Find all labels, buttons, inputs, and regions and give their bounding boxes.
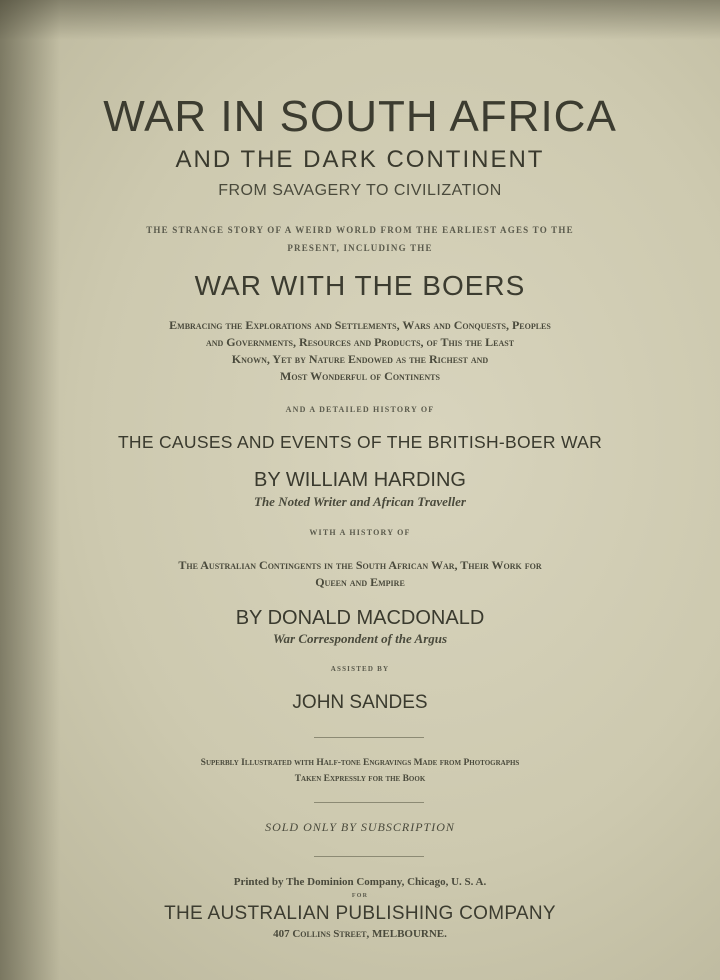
embracing-line-2: and Governments, Resources and Products, of This the Least <box>205 335 515 349</box>
author-3-name: JOHN SANDES <box>292 692 428 713</box>
divider-3 <box>314 856 424 857</box>
subtitle: AND THE DARK CONTINENT <box>175 146 545 173</box>
page-shadow-top <box>0 0 720 40</box>
boers-heading: WAR WITH THE BOERS <box>194 270 526 301</box>
divider-2 <box>314 802 424 803</box>
australian-line-1: The Australian Contingents in the South African War, Their Work for <box>178 558 542 572</box>
divider-1 <box>314 737 424 738</box>
author-2-description: War Correspondent of the Argus <box>272 631 448 646</box>
embracing-line-4: Most Wonderful of Continents <box>280 369 440 383</box>
author-2-name: BY DONALD MACDONALD <box>235 607 485 629</box>
embracing-line-1: Embracing the Explorations and Settlements, Wars and Conquests, Peoples <box>169 318 551 332</box>
strange-story-line-2: PRESENT, INCLUDING THE <box>287 243 433 253</box>
for-label: FOR <box>351 893 369 899</box>
publisher-address: 407 Collins Street, MELBOURNE. <box>273 928 447 940</box>
causes-heading: THE CAUSES AND EVENTS OF THE BRITISH-BOER WAR <box>117 432 603 452</box>
illustrated-line-2: Taken Expressly for the Book <box>294 774 426 784</box>
australian-line-2: Queen and Empire <box>315 575 405 589</box>
with-history-label: WITH A HISTORY OF <box>309 528 411 537</box>
embracing-line-3: Known, Yet by Nature Endowed as the Richest and <box>231 352 489 366</box>
author-1-description: The Noted Writer and African Traveller <box>254 494 466 509</box>
tagline: FROM SAVAGERY TO CIVILIZATION <box>218 182 502 199</box>
main-title: WAR IN SOUTH AFRICA <box>103 92 617 141</box>
printed-by: Printed by The Dominion Company, Chicago, U. S. A. <box>233 876 487 888</box>
strange-story-line-1: THE STRANGE STORY OF A WEIRD WORLD FROM THE EARLIEST AGES TO THE <box>146 225 574 235</box>
assisted-by-label: ASSISTED BY <box>330 665 390 673</box>
illustrated-line-1: Superbly Illustrated with Half-tone Engravings Made from Photographs <box>200 758 520 768</box>
detailed-history-label: AND A DETAILED HISTORY OF <box>285 405 435 414</box>
author-1-name: BY WILLIAM HARDING <box>254 469 466 491</box>
subscription-notice: SOLD ONLY BY SUBSCRIPTION <box>265 820 455 834</box>
publisher-name: THE AUSTRALIAN PUBLISHING COMPANY <box>164 903 556 924</box>
